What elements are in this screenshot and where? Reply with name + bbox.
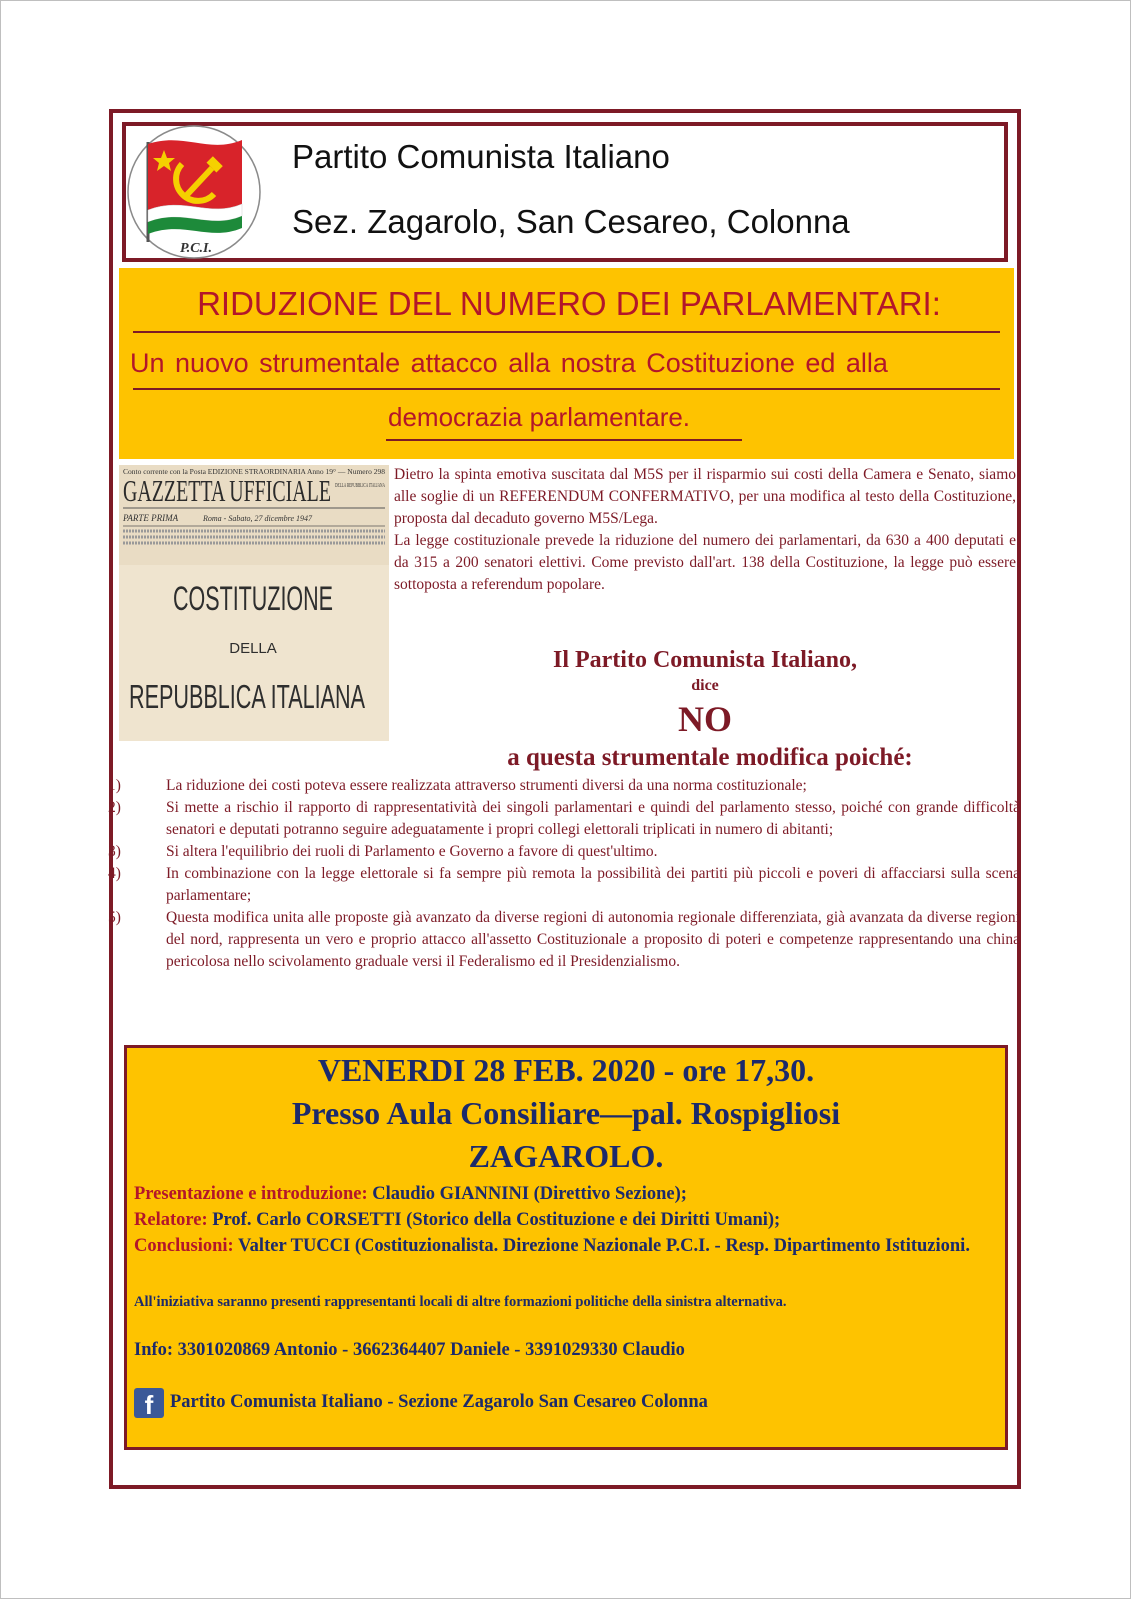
position-line1: Il Partito Comunista Italiano, <box>552 647 857 673</box>
presentazione-value: Claudio GIANNINI (Direttivo Sezione); <box>372 1184 687 1204</box>
facebook-page-name: Partito Comunista Italiano - Sezione Zagarolo San Cesareo Colonna <box>170 1392 708 1412</box>
position-statement <box>394 645 1016 741</box>
subtitle-underline <box>133 388 1000 390</box>
presentazione-line <box>134 1181 1000 1207</box>
subtitle-underline-2 <box>386 439 742 441</box>
gazzetta-ufficiale-image <box>119 465 389 741</box>
relatore-line <box>134 1207 1000 1233</box>
facebook-icon: f <box>134 1388 164 1418</box>
presentazione-label: Presentazione e introduzione: <box>134 1184 368 1204</box>
svg-text:PARTE PRIMA: PARTE PRIMA <box>123 513 179 523</box>
intro-paragraph-1: Dietro la spinta emotiva suscitata dal M5S per il risparmio sui costi della Camera e Senato, siamo alle soglie di un REFERENDUM CONFERMATIVO, per una modifica al testo della Costituzione, proposta dal decaduto governo M5S/Lega. <box>394 466 1016 527</box>
conclusioni-label: Conclusioni: <box>134 1236 234 1256</box>
svg-text:DELLA: DELLA <box>229 640 277 657</box>
logo-text: P.C.I. <box>179 241 213 256</box>
intro-paragraph-2: La legge costituzionale prevede la riduzione del numero dei parlamentari, da 630 a 400 deputati e da 315 a 200 senatori elettivi. Come previsto dall'art. 138 della Costituzione, la legge può essere sottoposta a referendum popolare. <box>394 532 1016 593</box>
event-date-time: VENERDI 28 FEB. 2020 - ore 17,30. <box>317 1052 815 1088</box>
conclusioni-value: Valter TUCCI (Costituzionalista. Direzione Nazionale P.C.I. - Resp. Dipartimento Istituzioni. <box>238 1236 970 1256</box>
event-town: ZAGAROLO. <box>468 1138 664 1174</box>
event-note: All'iniziativa saranno presenti rappresentanti locali di altre formazioni politiche della sinistra alternativa. <box>134 1294 787 1310</box>
event-venue: Presso Aula Consiliare—pal. Rospigliosi <box>291 1095 841 1131</box>
position-no: NO <box>678 699 732 739</box>
list-item: 2) Si mette a rischio il rapporto di rappresentatività dei singoli parlamentari e quindi del parlamento stesso, poiché con grande difficoltà senatori e deputati potranno seguire adeguatamente i propri collegi elettorali triplicati in numero di abitanti; <box>108 799 1020 838</box>
list-item: 5) Questa modifica unita alle proposte già avanzato da diverse regioni di autonomia regionale differenziata, già avanzata da diverse regioni del nord, rappresenta un vero e proprio attacco all'assetto Costituzionale a proposito di poteri e competenze rappresentando una china pericolosa nello scivolamento graduale versi il Federalismo ed il Presidenzialismo. <box>108 909 1020 970</box>
list-item: 1) La riduzione dei costi poteva essere realizzata attraverso strumenti diversi da una norma costituzionale; <box>108 777 807 794</box>
section-name: Sez. Zagarolo, San Cesareo, Colonna <box>292 203 850 240</box>
headline-subtitle-line1: Un nuovo strumentale attacco alla nostra Costituzione ed alla <box>130 348 888 378</box>
pci-logo <box>124 124 264 260</box>
position-line2: dice <box>691 677 719 694</box>
relatore-label: Relatore: <box>134 1210 208 1230</box>
relatore-value: Prof. Carlo CORSETTI (Storico della Costituzione e dei Diritti Umani); <box>212 1210 781 1230</box>
svg-text:GAZZETTA UFFICIALE: GAZZETTA UFFICIALE <box>123 473 331 508</box>
svg-text:Roma - Sabato, 27 dicembre 194: Roma - Sabato, 27 dicembre 1947 <box>203 514 313 523</box>
svg-text:DELLA REPUBBLICA ITALIANA: DELLA REPUBBLICA ITALIANA <box>335 483 386 489</box>
party-name: Partito Comunista Italiano <box>292 138 670 175</box>
reasons-list <box>108 775 1020 973</box>
intro-text <box>394 464 1016 596</box>
headline-title: RIDUZIONE DEL NUMERO DEI PARLAMENTARI: <box>197 285 941 322</box>
svg-text:COSTITUZIONE: COSTITUZIONE <box>173 580 333 618</box>
conclusioni-line <box>134 1233 1000 1259</box>
contact-info: Info: 3301020869 Antonio - 3662364407 Daniele - 3391029330 Claudio <box>134 1340 685 1360</box>
headline-underline <box>133 331 1000 333</box>
position-line4: a questa strumentale modifica poiché: <box>507 744 913 771</box>
svg-text:Conto corrente con la Posta: Conto corrente con la Posta EDIZIONE STRAORDINARIA Anno 19° — Numero 298 <box>123 468 386 476</box>
list-item: 4) In combinazione con la legge elettorale si fa sempre più remota la possibilità dei partiti più piccoli e poveri di affacciarsi sulla scena parlamentare; <box>108 865 1020 904</box>
svg-text:REPUBBLICA ITALIANA: REPUBBLICA ITALIANA <box>129 678 365 715</box>
headline-subtitle-line2: democrazia parlamentare. <box>388 402 691 432</box>
list-item: 3) Si altera l'equilibrio dei ruoli di Parlamento e Governo a favore di quest'ultimo. <box>108 843 658 860</box>
